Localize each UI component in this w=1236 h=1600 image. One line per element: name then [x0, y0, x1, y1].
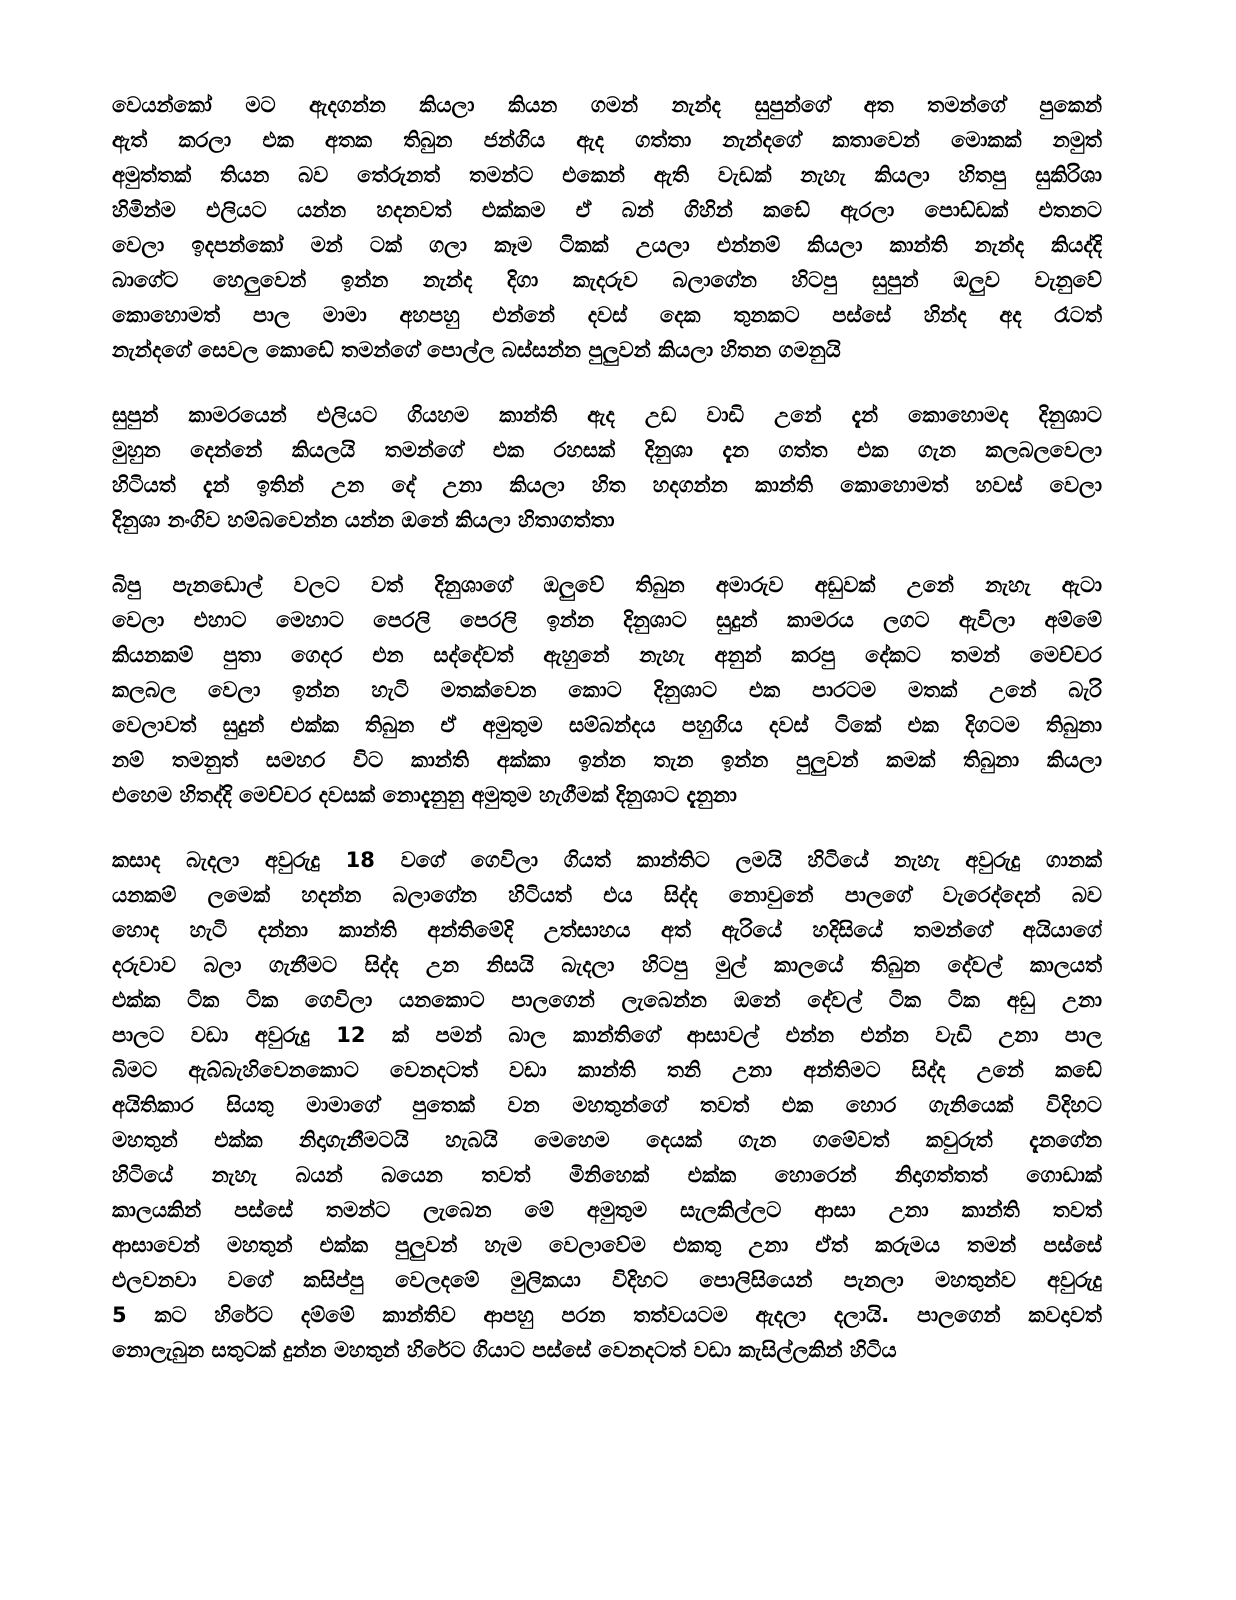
text-line: බිපු පැනඩොල් වලට වත් දිනුශාගේ ඔලුවේ තිබුන අමාරුව අඩුවක් උනේ නැහැ ඇටා [112, 573, 1102, 597]
text-line: කලබල වෙලා ඉන්න හැටි මතක්වෙන කොට දිනුශාට එක පාරටම මතක් උනේ බැරි [112, 678, 1102, 702]
text-line: අයිතිකාර සියතු මාමාගේ පුතෙක් වන මහතුන්ගේ තවත් එක හොර ගැනියෙක් විදිහට [112, 1093, 1102, 1117]
text-line: නම් තමනුත් සමහර විට කාන්ති අක්කා ඉන්න තැන ඉන්න පුලුවන් කමක් තිබුනා කියලා [112, 748, 1102, 772]
text-line: මුහුන දෙන්නේ කියලයි තමන්ගේ එක රහසක් දිනුශා දැන ගත්ත එක ගැන කලබලවෙලා [112, 438, 1102, 462]
paragraph-1 [112, 88, 1102, 368]
text-line: කොහොමත් පාල මාමා අහපහු එන්නේ දවස් දෙක තුනකට පස්සේ හින්ද අද රෑටත් [112, 303, 1102, 327]
paragraph-2 [112, 398, 1102, 538]
document-page [112, 88, 1102, 1398]
text-line: පාලට වඩා අවුරුදු 12 ක් පමන් බාල කාන්තිගේ ආසාවල් එන්න එන්න වැඩි උනා පාල [112, 1023, 1102, 1047]
text-line: දරුවාව බලා ගැනීමට සිද්ද උන නිසයි බැදලා හිටපු මුල් කාලයේ තිබුන දේවල් කාලයත් [112, 953, 1102, 977]
paragraph-3 [112, 568, 1102, 813]
text-line: වෙයන්කෝ මට ඇදගන්න කියලා කියන ගමන් නැන්ද සුපුන්ගේ අත තමන්ගේ පුකෙන් [112, 93, 1102, 117]
text-line: වෙලා ඉදපන්කෝ මන් ටක් ගලා කෑම ටිකක් උයලා එන්නම් කියලා කාන්ති නැන්ද කියද්දි [112, 233, 1102, 257]
paragraph-4 [112, 843, 1102, 1368]
text-line: වෙලාවත් සුදුන් එක්ක තිබුන ඒ අමුතුම සම්බන්දය පහුගිය දවස් ටිකේ එක දිගටම තිබුනා [112, 713, 1102, 737]
text-line: එක්ක ටික ටික ගෙවිලා යනකොට පාලගෙන් ලැබෙන්න ඔනේ දේවල් ටික ටික අඩු උනා [112, 988, 1102, 1012]
text-line: බිමට ඇබ්බැහිවෙනකොට වෙනදටත් වඩා කාන්ති තනි උනා අන්තිමට සිද්ද උනේ කඩේ [112, 1058, 1102, 1082]
text-line: කසාද බැදලා අවුරුදු 18 වගේ ගෙවිලා ගියත් කාන්තිට ලමයි හිටියේ නැහැ අවුරුදු ගානක් [112, 848, 1102, 872]
text-line: ආසාවෙන් මහතුන් එක්ක පුලුවන් හැම වෙලාවේම එකතු උනා ඒත් කරුමය තමන් පස්සේ [112, 1233, 1102, 1257]
text-line: හිමින්ම එලියට යන්න හදනවත් එක්කම ඒ බන් ගිහින් කඩේ ඇරලා පොඩ්ඩක් එතනට [112, 198, 1102, 222]
text-line: 5 කට හිරේට දම්මේ කාන්තිව ආපහු පරන තත්වයටම ඇදලා දලායි. පාලගෙන් කවදාවත් [112, 1303, 1102, 1327]
text-line: මහතුන් එක්ක නිදාගැනීමටයි හැබයි මෙහෙම දෙයක් ගැන ගමේවත් කවුරුත් දැනගේන [112, 1128, 1102, 1152]
text-line: දිනුශා නංගිව හම්බවෙන්න යන්න ඔනේ කියලා හිතාගත්තා [112, 508, 615, 532]
text-line: ඇත් කරලා එක අතක තිබුන ජන්ගිය ඇද ගත්තා නැන්දගේ කතාවෙන් මොකක් නමුත් [112, 128, 1102, 152]
text-line: හිටියේ නැහැ බයන් බයෙන තවත් මිනිහෙක් එක්ක හොරෙන් නිදාගත්තත් ගොඩාක් [112, 1163, 1102, 1187]
text-line: යනකම් ලමෙක් හදන්න බලාගේන හිටියත් එය සිද්ද නොවුනේ පාලගේ වැරෙද්දෙන් බව [112, 883, 1102, 907]
text-line: නොලැබුන සතුටක් දුන්න මහතුන් හිරේට ගියාට පස්සේ වෙනදටත් වඩා කැසිල්ලකින් හිටිය [112, 1338, 897, 1362]
text-line: හිටියත් දැන් ඉතින් උන දේ උනා කියලා හිත හදගන්න කාන්ති කොහොමත් හවස් වෙලා [112, 473, 1102, 497]
text-line: බාගේට හෙලුවෙන් ඉන්න නැන්ද දිගා කැදරුව බලාගේන හිටපු සුපුන් ඔලුව වැනුවේ [112, 268, 1102, 292]
text-line: වෙලා එහාට මෙහාට පෙරලි පෙරලි ඉන්න දිනුශාට සුදුන් කාමරය ලගට ඇවිලා අම්මේ [112, 608, 1102, 632]
text-line: එලවනවා වගේ කසිප්පු වෙලදමේ මුලිකයා විදිහට පොලිසියෙන් පැනලා මහතුන්ව අවුරුදු [112, 1268, 1102, 1292]
text-line: සුපුන් කාමරයෙන් එලියට ගියහම කාන්ති ඇද උඩ වාඩි උනේ දැන් කොහොමද දිනුශාට [112, 403, 1102, 427]
text-line: හොද හැටි දන්නා කාන්ති අන්තිමේදි උත්සාහය අත් ඇරියේ හදිසියේ තමන්ගේ අයියාගේ [112, 918, 1102, 942]
text-line: එහෙම හිතද්දි මෙච්චර දවසක් නොදැනුනු අමුතුම හැගීමක් දිනුශාට දැනුනා [112, 783, 737, 807]
text-line: අමුත්තක් තියන බව තේරුනත් තමන්ට එකෙන් ඇති වැඩක් නැහැ කියලා හිතපු සුකිරිශා [112, 163, 1102, 187]
text-line: කියනකම් පුතා ගෙදර එන සද්දේවත් ඇහුනේ නැහැ අනුන් කරපු දේකට තමන් මෙච්චර [112, 643, 1102, 667]
text-line: නැන්දගේ සෙවල කොඩේ තමන්ගේ පොල්ල බස්සන්න පුලුවන් කියලා හිතන ගමනුයි [112, 338, 841, 362]
text-line: කාලයකින් පස්සේ තමන්ට ලැබෙන මේ අමුතුම සැලකිල්ලට ආසා උනා කාන්ති තවත් [112, 1198, 1102, 1222]
